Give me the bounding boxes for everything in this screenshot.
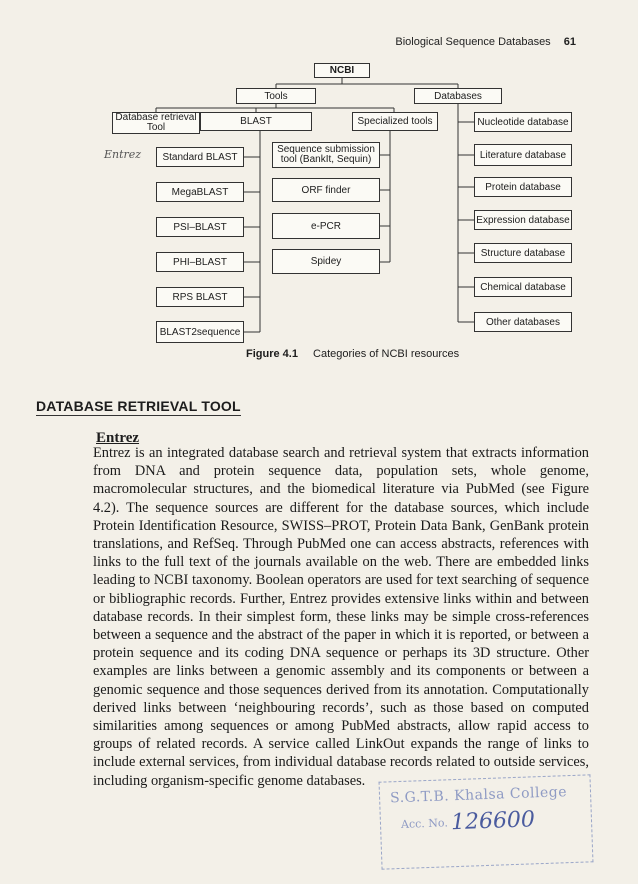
specialized-item-orf-finder: ORF finder [272,178,380,202]
figure-label: Figure 4.1 [246,348,298,360]
running-title: Biological Sequence Databases [395,36,551,48]
subsection-heading: Entrez [96,430,140,446]
database-item-literature: Literature database [474,144,572,166]
database-item-protein: Protein database [474,177,572,197]
blast-item-standard: Standard BLAST [156,147,244,167]
tools-box: Tools [236,88,316,104]
stamp-acc-label: Acc. No. [400,816,449,831]
database-item-structure: Structure database [474,243,572,263]
figure-caption-text: Categories of NCBI resources [313,348,460,360]
database-item-expression: Expression database [474,210,572,230]
ncbi-diagram [0,0,638,380]
blast-item-rps: RPS BLAST [156,287,244,307]
section-heading: DATABASE RETRIEVAL TOOL [36,398,241,414]
stamp-acc-number: 126600 [450,807,536,836]
specialized-item-submission: Sequence submission tool (BankIt, Sequin) [272,142,380,168]
database-item-other: Other databases [474,312,572,332]
retrieval-tool-box: Database retrieval Tool [112,112,200,134]
database-item-nucleotide: Nucleotide database [474,112,572,132]
blast-item-blast2sequence: BLAST2sequence [156,321,244,343]
ncbi-box: NCBI [314,63,370,78]
databases-box: Databases [414,88,502,104]
figure-caption [246,348,459,360]
database-item-chemical: Chemical database [474,277,572,297]
blast-item-mega: MegaBLAST [156,182,244,202]
library-stamp [379,774,594,869]
body-paragraph: Entrez is an integrated database search and retrieval system that extracts information from DNA and protein sequence data, population sets, whole genome, macromolecular structures, and the biomedical literature via PubMed (see Figure 4.2). The sequence sources are different for the database sources, which include Protein Identification Resource, SWISS–PROT, Protein Data Bank, GenBank protein translations, and RefSeq. Through PubMed one can access abstracts, references with links to the full text of the journals available on the web. There are embedded links leading to NCBI taxonomy. Boolean operators are used for text searching of sequence or bibliographic records. Further, Entrez provides extensive links within and between database records. In their simplest form, these links may be simple cross-references between a sequence and the abstract of the paper in which it is reported, or between a protein sequence and its coding DNA sequence or perhaps its 3D structure. Other examples are links between a genomic assembly and its components or between a genomic sequence and those sequences derived from its annotation. Computationally derived links between ‘neighbouring records’, such as those based on computed similarities among sequences or among PubMed abstracts, allow rapid access to groups of related records. A service called LinkOut expands the range of links to include external services, from individual database records related to outside services, including organism-specific genome databases. [93,445,589,789]
handwritten-annotation: Entrez [104,148,142,161]
specialized-item-spidey: Spidey [272,249,380,274]
page-number: 61 [563,36,576,48]
blast-box: BLAST [200,112,312,131]
blast-item-phi: PHI–BLAST [156,252,244,272]
specialized-tools-box: Specialized tools [352,112,438,131]
blast-item-psi: PSI–BLAST [156,217,244,237]
stamp-institution: S.G.T.B. Khalsa College [389,784,568,807]
specialized-item-epcr: e-PCR [272,213,380,239]
